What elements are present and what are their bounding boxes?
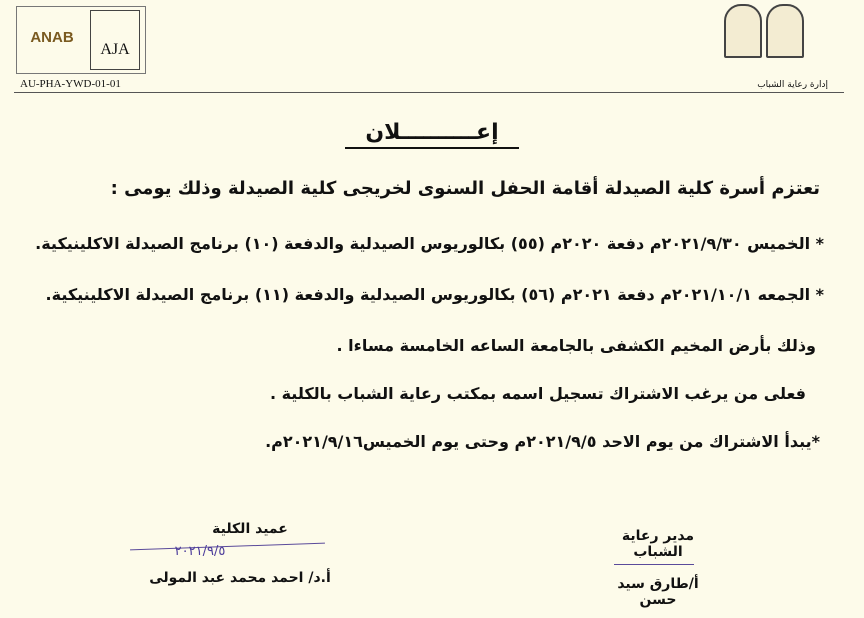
youth-director-title: مدير رعاية الشباب (621, 528, 695, 560)
dean-name: أ.د/ احمد محمد عبد المولى (149, 570, 331, 586)
list-item: * الخميس ٢٠٢١/٩/٣٠م دفعة ٢٠٢٠م (٥٥) بكالوريوس الصيدلية والدفعة (١٠) برنامج الصيدلة الاكلينيكية. (35, 234, 824, 253)
intro-text: تعتزم أسرة كلية الصيدلة أقامة الحفل السنوى لخريجى كلية الصيدلة وذلك يومى : (110, 178, 820, 199)
venue-text: وذلك بأرض المخيم الكشفى بالجامعة الساعه الخامسة مساءا . (336, 336, 816, 355)
department-name: إدارة رعاية الشباب (757, 80, 828, 90)
youth-director-name: أ/طارق سيد حسن (617, 576, 699, 608)
header-divider (14, 92, 844, 93)
registration-period: *يبدأ الاشتراك من يوم الاحد ٢٠٢١/٩/٥م وحتى يوم الخميس٢٠٢١/٩/١٦م. (265, 432, 820, 451)
university-emblem (724, 4, 762, 58)
registration-text: فعلى من يرغب الاشتراك تسجيل اسمه بمكتب رعاية الشباب بالكلية . (269, 384, 806, 403)
page-title: إعــــــــــلان (0, 120, 864, 145)
document-code: AU-PHA-YWD-01-01 (20, 78, 121, 90)
dean-handwritten-date: ٢٠٢١/٩/٥ (174, 544, 226, 559)
list-item: * الجمعه ٢٠٢١/١٠/١م دفعة ٢٠٢١م (٥٦) بكالوريوس الصيدلية والدفعة (١١) برنامج الصيدلة الاكلينيكية. (45, 285, 824, 304)
anab-logo: ANAB (30, 29, 74, 46)
aja-logo: AJA (90, 10, 140, 70)
accreditation-logos (16, 6, 146, 74)
university-faculty-seal (704, 4, 824, 74)
youth-director-signature (614, 564, 694, 565)
dean-title: عميد الكلية (212, 521, 288, 537)
pharmacy-emblem (766, 4, 804, 58)
